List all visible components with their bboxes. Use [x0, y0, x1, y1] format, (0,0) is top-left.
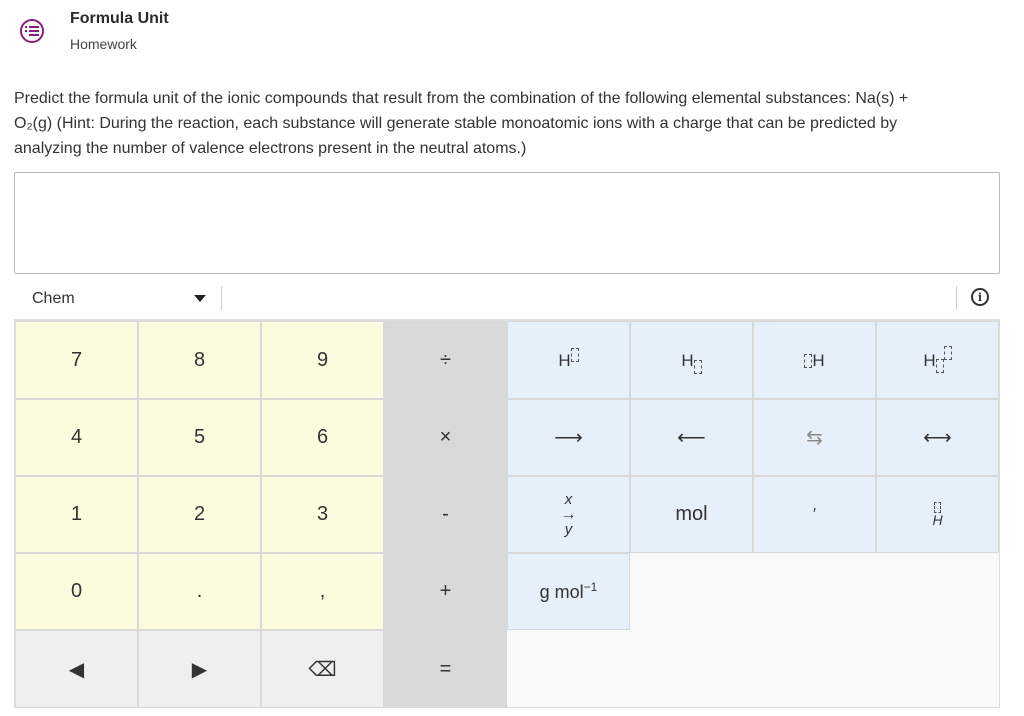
key-superscript-label: H [558, 350, 571, 370]
key-decimal[interactable]: . [138, 553, 261, 630]
cursor-left-key[interactable]: ◀ [15, 630, 138, 708]
key-divide[interactable]: ÷ [384, 321, 507, 399]
info-icon[interactable]: i [971, 288, 989, 306]
key-times[interactable]: × [384, 399, 507, 476]
chevron-down-icon[interactable] [194, 295, 206, 302]
key-equals[interactable]: = [384, 630, 507, 708]
key-presuperscript[interactable] [753, 321, 876, 399]
key-subscript-label: H [681, 350, 694, 370]
key-3[interactable]: 3 [261, 476, 384, 553]
frac-top-label: x [564, 491, 573, 508]
equilibrium-arrow-key[interactable]: ⇆ [753, 399, 876, 476]
key-8[interactable]: 8 [138, 321, 261, 399]
key-5[interactable]: 5 [138, 399, 261, 476]
key-9[interactable]: 9 [261, 321, 384, 399]
key-sub-superscript-label: H [923, 350, 936, 370]
key-0[interactable]: 0 [15, 553, 138, 630]
backspace-key[interactable]: ⌫ [261, 630, 384, 708]
assignment-title: Formula Unit [70, 10, 169, 27]
question-line-1: Predict the formula unit of the ionic compounds that result from the combination of the following elemental substances: Na(s) + [14, 90, 909, 107]
left-arrow-key[interactable]: ⟵ [630, 399, 753, 476]
right-arrow-key[interactable]: ⟶ [507, 399, 630, 476]
keypad-mode-select[interactable]: Chem [32, 290, 75, 307]
frac-bottom-label: y [564, 521, 573, 538]
key-sub-superscript[interactable] [876, 321, 999, 399]
gmol-label: g mol [539, 582, 584, 602]
gmol-exponent: −1 [583, 580, 598, 594]
overset-label: H [932, 512, 943, 528]
g-per-mol-key[interactable] [507, 553, 630, 630]
reaction-condition-key[interactable] [507, 476, 630, 553]
question-text [14, 86, 1004, 161]
key-6[interactable]: 6 [261, 399, 384, 476]
key-superscript[interactable] [507, 321, 630, 399]
toolbar-divider [221, 286, 222, 310]
overset-key[interactable] [876, 476, 999, 553]
key-plus[interactable]: + [384, 553, 507, 630]
key-subscript[interactable] [630, 321, 753, 399]
key-presuperscript-label: H [812, 350, 825, 370]
chem-keypad [14, 320, 1000, 708]
key-7[interactable]: 7 [15, 321, 138, 399]
prime-key[interactable]: ′ [753, 476, 876, 553]
key-comma[interactable]: , [261, 553, 384, 630]
key-4[interactable]: 4 [15, 399, 138, 476]
keypad-toolbar [14, 276, 1000, 320]
toolbar-divider [956, 286, 957, 310]
question-line-2: O₂(g) (Hint: During the reaction, each substance will generate stable monoatomic ions with a charge that can be predicted by [14, 115, 898, 132]
mol-key[interactable]: mol [630, 476, 753, 553]
cursor-right-key[interactable]: ▶ [138, 630, 261, 708]
key-2[interactable]: 2 [138, 476, 261, 553]
question-line-3: analyzing the number of valence electrons present in the neutral atoms.) [14, 140, 527, 157]
assignment-type: Homework [70, 36, 137, 52]
assignment-list-icon[interactable] [20, 19, 44, 43]
key-1[interactable]: 1 [15, 476, 138, 553]
key-minus[interactable]: - [384, 476, 507, 553]
frac-arrow-icon: → [560, 506, 577, 523]
answer-input[interactable] [14, 172, 1000, 274]
double-arrow-key[interactable]: ⟷ [876, 399, 999, 476]
